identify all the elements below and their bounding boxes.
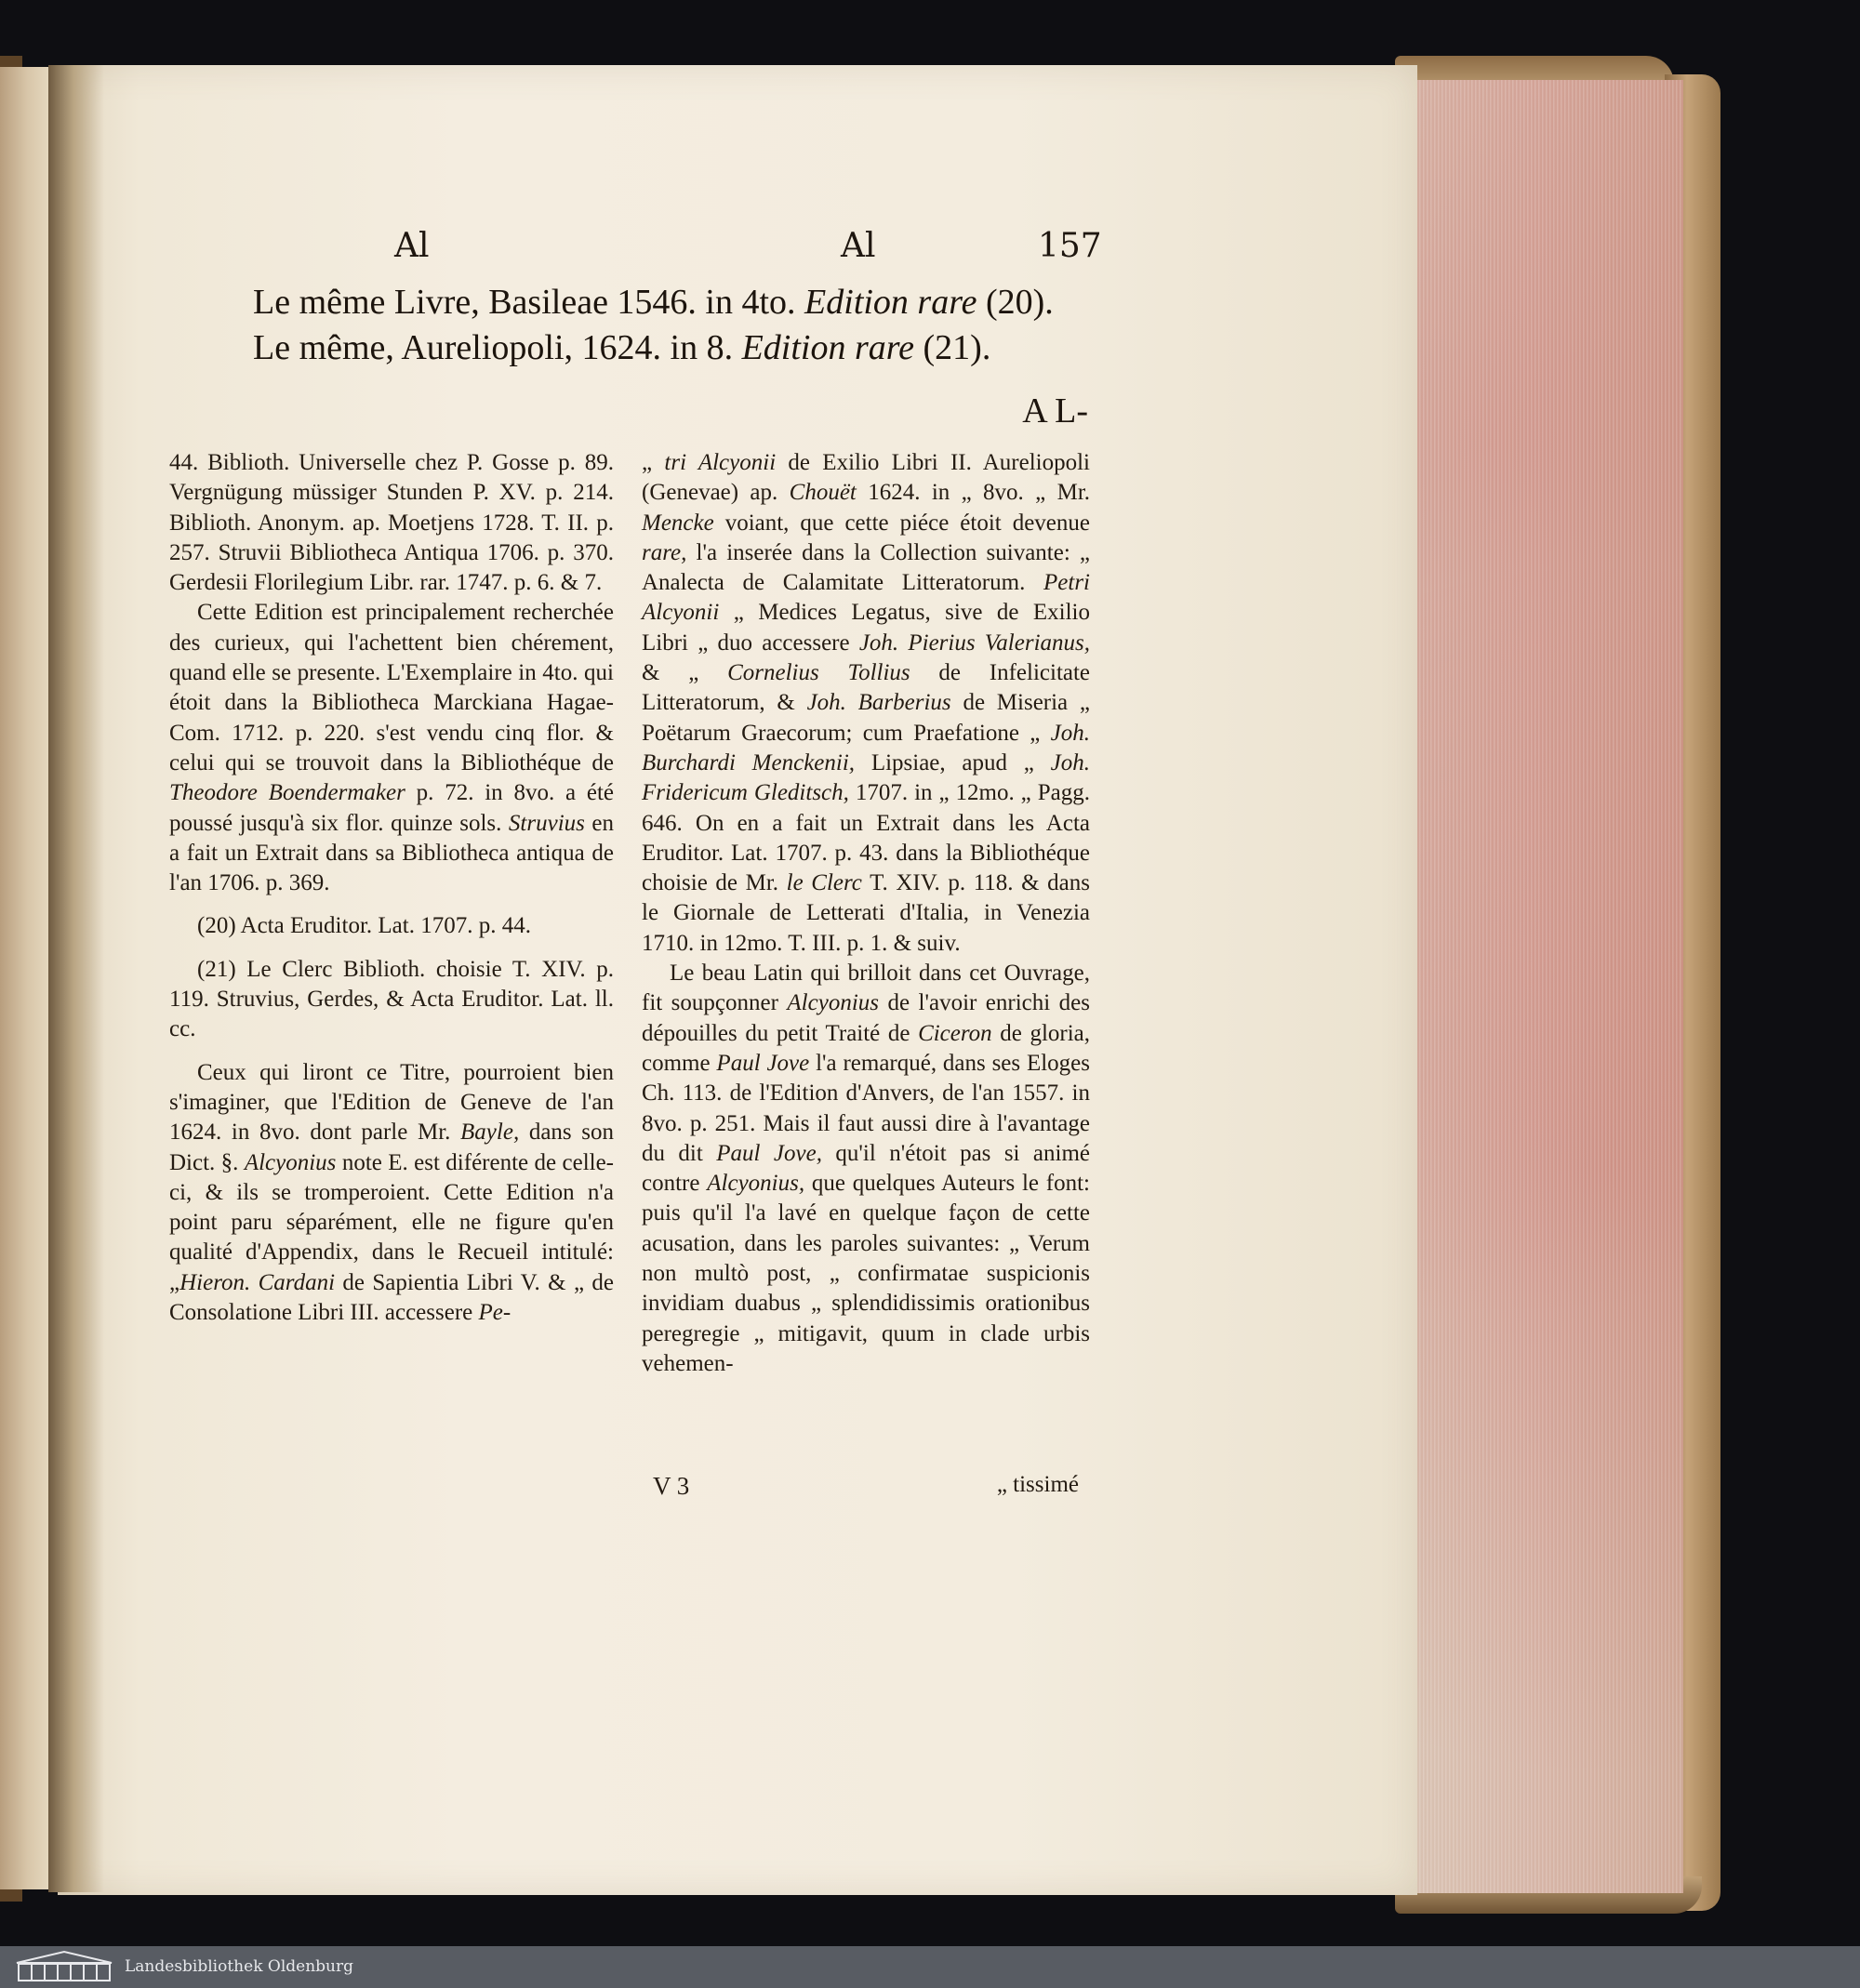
catchword: „ tissimé — [996, 1472, 1079, 1497]
library-name: Landesbibliothek Oldenburg — [125, 1957, 354, 1976]
text-run: „ Medices Legatus, sive de Exilio Libri „ duo accessere — [642, 600, 1090, 656]
italic-run: Chouët — [789, 480, 857, 506]
edition-paragraph — [169, 598, 614, 898]
title-discussion-paragraph — [169, 1058, 614, 1329]
text-run: & „ — [642, 660, 699, 686]
title-line-2 — [253, 326, 1109, 369]
text-run: 1624. in „ 8vo. „ Mr. — [868, 480, 1091, 506]
page-number: 157 — [1038, 227, 1102, 265]
text-run: de Infelicitate Litteratorum, & — [642, 660, 1091, 716]
italic-run: Alcyonius — [244, 1149, 337, 1175]
running-head-left: Al — [394, 227, 430, 265]
italic-run: tri Alcyonii — [664, 450, 777, 475]
text-run: en a fait un Extrait dans sa Bibliotheca antiqua de l'an 1706. p. 369. — [169, 810, 615, 896]
text-run: p. 72. in 8vo. a été poussé jusqu'à six flor. quinze sols. — [169, 780, 615, 836]
text-run: dans son Dict. §. — [169, 1120, 615, 1175]
footnote-20: (20) Acta Eruditor. Lat. 1707. p. 44. — [197, 913, 531, 939]
italic-run: Alcyonius, — [707, 1171, 805, 1197]
latin-paragraph — [642, 959, 1090, 1379]
text-run: Le beau Latin qui brilloit dans cet Ouvrage, fit soupçonner — [642, 961, 1090, 1016]
text-run: Cette Edition est principalement recherchée des curieux, qui l'achettent bien chérement, quand elle se presente. L'Exemplaire in 4to. qui étoit dans la Bibliotheca Marckiana Hagae-Com. 1712. p. 220. s'est vendu cinq flor. & celui qui se trouvoit dans la Bibliothéque de — [169, 600, 614, 775]
text-run: de l'avoir enrichi des dépouilles du petit Traité de — [642, 990, 1091, 1046]
italic-run: Joh. Barberius — [806, 690, 951, 716]
text-run: „ — [642, 450, 653, 475]
italic-run: Pe- — [478, 1300, 512, 1326]
italic-run: Alcyonius — [787, 990, 879, 1016]
italic-run: Bayle, — [460, 1120, 520, 1146]
text-run: Lipsiae, apud „ — [870, 749, 1034, 775]
collection-paragraph — [642, 448, 1090, 959]
title-line-2-note: (21). — [923, 328, 991, 367]
text-run: l'a inserée dans la Collection suivante: „ Analecta de Calamitate Litteratorum. — [642, 539, 1091, 596]
signature-mark: V 3 — [653, 1472, 690, 1500]
title-line-1-note: (20). — [985, 283, 1054, 322]
text-run: de Sapientia Libri V. & „ de Consolatione Libri III. accessere — [169, 1269, 614, 1326]
italic-run: Cornelius Tollius — [727, 660, 910, 686]
book-fore-edge — [1404, 80, 1683, 1893]
italic-run: Petri Alcyonii — [642, 570, 1090, 626]
text-run: 1707. in „ 12mo. „ Pagg. 646. On en a fait un Extrait dans les Acta Eruditor. Lat. 1707. p. 43. dans la Bibliothéque choisie de Mr. — [642, 780, 1090, 896]
text-run: note E. est diférente de celle-ci, & ils se tromperoient. Cette Edition n'a point paru séparément, elle ne figure qu'en qualité d'Appendix, dans le Recueil intitulé: „ — [169, 1149, 615, 1295]
italic-run: le Clerc — [786, 870, 862, 896]
title-line-1-text: Le même Livre, Basileae 1546. in 4to. — [253, 283, 796, 322]
italic-run: Paul Jove, — [716, 1140, 822, 1166]
text-run: Ceux qui liront ce Titre, pourroient bien s'imaginer, que l'Edition de Geneve de l'an 1624. in 8vo. dont parle Mr. — [169, 1059, 614, 1146]
footnote-21: (21) Le Clerc Biblioth. choisie T. XIV. p. 119. Struvius, Gerdes, & Acta Eruditor. Lat. ll. cc. — [169, 956, 614, 1042]
text-run: l'a remarqué, dans ses Eloges Ch. 113. de l'Edition d'Anvers, de l'an 1557. in 8vo. p. 251. Mais il faut aussi dire à l'avantage du dit — [642, 1050, 1090, 1166]
catch-head: A L- — [1022, 391, 1088, 431]
title-line-2-italic: Edition rare — [741, 328, 915, 367]
text-run: qu'il n'étoit pas si animé contre — [642, 1140, 1091, 1197]
gutter-shadow — [48, 65, 104, 1892]
italic-run: Struvius — [508, 810, 585, 836]
italic-run: rare, — [642, 539, 687, 565]
italic-run: Joh. Fridericum Gleditsch, — [642, 749, 1090, 806]
right-column — [642, 448, 1090, 1379]
title-line-1-italic: Edition rare — [804, 283, 977, 322]
text-run: de Exilio Libri II. Aureliopoli (Genevae) ap. — [642, 450, 1090, 506]
left-column — [169, 448, 614, 1328]
title-line-2-text: Le même, Aureliopoli, 1624. in 8. — [253, 328, 734, 367]
italic-run: Ciceron — [918, 1020, 992, 1046]
italic-run: Paul Jove — [716, 1050, 810, 1076]
library-building-icon — [13, 1950, 115, 1983]
text-run: de gloria, comme — [642, 1020, 1091, 1076]
bibliography-paragraph: 44. Biblioth. Universelle chez P. Gosse p. 89. Vergnügung müssiger Stunden P. XV. p. 214. Biblioth. Anonym. ap. Moetjens 1728. T. II. p. 257. Struvii Bibliotheca Antiqua 1706. p. 370. Gerdesii Florilegium Libr. rar. 1747. p. 6. & 7. — [169, 450, 614, 596]
italic-run: Theodore Boendermaker — [169, 780, 405, 806]
text-run: T. XIV. p. 118. & dans le Giornale de Letterati d'Italia, in Venezia 1710. in 12mo. T. III. p. 1. & suiv. — [642, 870, 1091, 956]
italic-run: Hieron. Cardani — [179, 1269, 336, 1295]
italic-run: Joh. Burchardi Menckenii, — [642, 720, 1090, 775]
italic-run: Mencke — [642, 510, 714, 536]
running-head-center: Al — [841, 227, 876, 265]
text-run: que quelques Auteurs le font: puis qu'il l'a lavé en quelque façon de cette acusation, dans les paroles suivantes: „ Verum non multò post, „ confirmatae suspicionis invidiam duabus „ splendidissimis orationibus peregregie „ mitigavit, quum in clade urbis vehemen- — [642, 1171, 1090, 1376]
text-run: de Miseria „ Poëtarum Graecorum; cum Praefatione „ — [642, 690, 1091, 746]
text-run: voiant, que cette piéce étoit devenue — [724, 510, 1090, 536]
italic-run: Joh. Pierius Valerianus, — [858, 630, 1090, 656]
title-line-1 — [253, 281, 1109, 324]
